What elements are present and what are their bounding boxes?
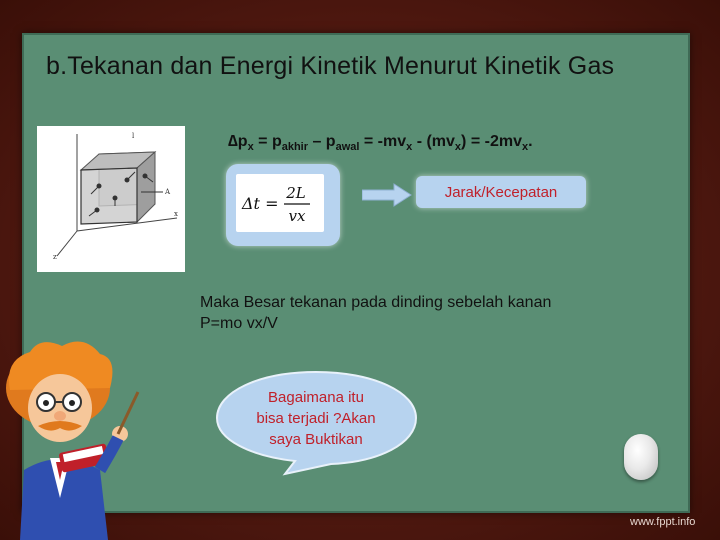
jarak-kecepatan-label: Jarak/Kecepatan bbox=[444, 183, 558, 201]
formula-numerator: 2L bbox=[286, 184, 306, 202]
svg-text:x: x bbox=[174, 210, 178, 218]
formula-denominator: vx bbox=[288, 207, 306, 225]
pressure-statement bbox=[200, 292, 551, 334]
bubble-line-3: saya Buktikan bbox=[269, 431, 363, 448]
cube-diagram bbox=[37, 126, 185, 272]
right-arrow-icon bbox=[362, 183, 412, 207]
eq-sub-x2: x bbox=[406, 141, 413, 154]
eq-sub-x: x bbox=[247, 141, 254, 154]
momentum-equation bbox=[228, 133, 533, 153]
eq-period: . bbox=[528, 133, 533, 150]
eq-part-end: ) = -2mv bbox=[461, 133, 522, 150]
slide-title: b.Tekanan dan Energi Kinetik Menurut Kinetik Gas bbox=[46, 52, 615, 80]
cube-illustration bbox=[37, 126, 185, 272]
delta-t-box bbox=[226, 164, 340, 246]
pill-decoration bbox=[624, 434, 658, 480]
eq-part-1: = p bbox=[253, 133, 282, 150]
footer-watermark: www.fppt.info bbox=[630, 516, 696, 528]
delta-t-formula bbox=[236, 174, 324, 232]
svg-text:l: l bbox=[132, 132, 135, 140]
pressure-line-2: P=mo vx/V bbox=[200, 315, 278, 332]
speech-bubble-text bbox=[240, 387, 392, 450]
bubble-line-1: Bagaimana itu bbox=[268, 389, 364, 406]
pressure-line-1: Maka Besar tekanan pada dinding sebelah kanan bbox=[200, 294, 552, 311]
eq-part-2: = -mv bbox=[359, 133, 407, 150]
professor-illustration bbox=[0, 330, 170, 540]
eq-sub-awal: awal bbox=[335, 141, 360, 154]
eq-part-minus: – p bbox=[308, 133, 336, 150]
delta-symbol: ∆ bbox=[228, 133, 238, 150]
svg-text:A: A bbox=[165, 188, 171, 196]
eq-part-mid: - (mv bbox=[412, 133, 455, 150]
svg-text:z: z bbox=[53, 253, 57, 261]
jarak-kecepatan-box bbox=[416, 176, 586, 208]
eq-p: p bbox=[237, 133, 248, 150]
formula-lhs: Δt = bbox=[242, 194, 279, 213]
bubble-line-2: bisa terjadi ?Akan bbox=[256, 410, 376, 427]
eq-sub-akhir: akhir bbox=[281, 141, 309, 154]
eq-sub-x4: x bbox=[521, 141, 529, 154]
eq-sub-x3: x bbox=[454, 141, 462, 154]
